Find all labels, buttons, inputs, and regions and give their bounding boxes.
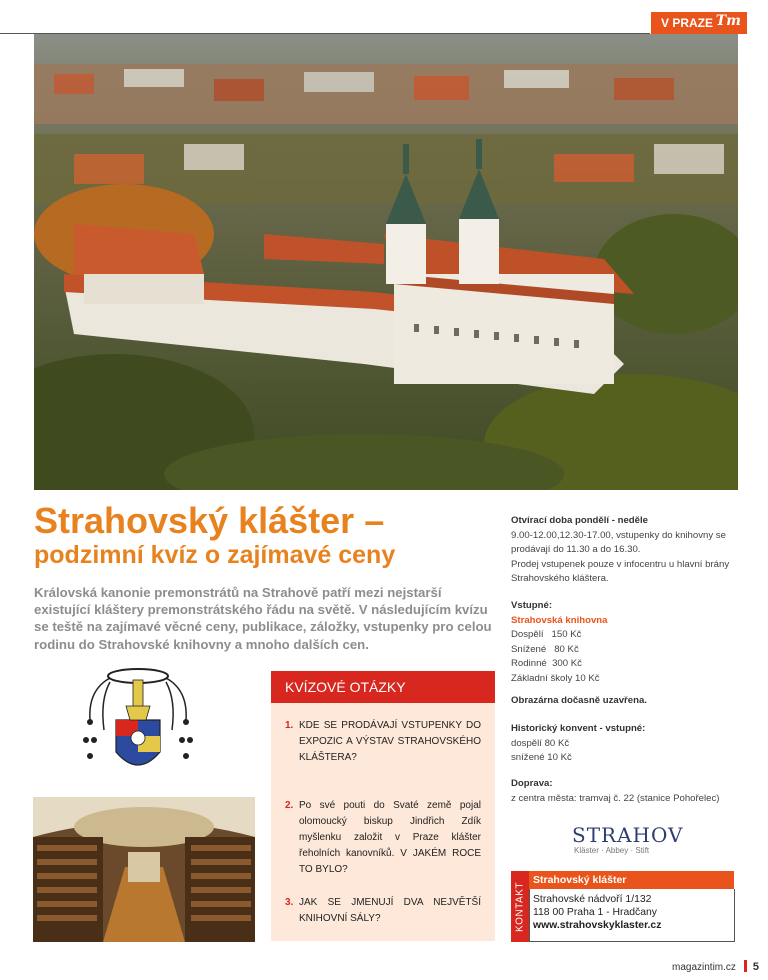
abbot-coat-of-arms — [80, 660, 196, 790]
strahov-logo-sub: Kläster · Abbey · Stift — [574, 846, 650, 855]
contact-side-label — [511, 871, 529, 942]
library-label: Strahovská knihovna — [511, 614, 608, 626]
price-value: 150 Kč — [551, 629, 582, 641]
price-label: Dospělí — [511, 629, 544, 641]
page-footer — [672, 960, 759, 973]
price-label: Snížené — [511, 643, 547, 655]
quiz-question-3 — [285, 895, 481, 927]
question-text: KDE SE PRODÁVAJÍ VSTUPENKY DO EXPOZIC A VÝSTAV STRAHOVSKÉHO KLÁŠTERA? — [299, 720, 481, 763]
strahov-logo — [572, 823, 682, 855]
price-label: Rodinné — [511, 658, 547, 670]
convent-line: snížené 10 Kč — [511, 752, 572, 764]
convent-title: Historický konvent - vstupné: — [511, 723, 646, 734]
transport-info — [511, 777, 751, 806]
contact-side-text: KONTAKT — [514, 881, 526, 932]
strahov-logo-word: STRAHOV — [572, 823, 684, 847]
hours-line: Prodej vstupenek pouze v infocentru u hlavní brány — [511, 558, 730, 570]
convent-admission — [511, 722, 751, 766]
question-number: 1. — [285, 720, 294, 731]
price-value: 10 Kč — [575, 672, 600, 684]
admission-prices — [511, 599, 751, 687]
opening-hours — [511, 514, 751, 587]
quiz-questions-box — [271, 703, 495, 941]
footer-divider — [744, 960, 747, 972]
coat-of-arms-icon — [80, 660, 196, 790]
transport-title: Doprava: — [511, 778, 553, 789]
contact-website-link[interactable]: www.strahovskyklaster.cz — [533, 920, 662, 931]
quiz-question-1 — [285, 718, 481, 766]
question-text: JAK SE JMENUJÍ DVA NEJVĚTŠÍ KNIHOVNÍ SÁLY? — [299, 897, 481, 924]
contact-box — [529, 889, 735, 942]
section-label: V PRAZE — [661, 16, 714, 30]
hours-title: Otvírací doba pondělí - neděle — [511, 515, 649, 526]
contact-address-street: Strahovské nádvoří 1/132 — [533, 894, 652, 905]
article-lead: Královská kanonie premonstrátů na Strahově patří mezi nejstarší existující kláštery premonstrátského řádu na světě. V následujícím kvízu se teště na zajímavé věcné ceny, publikace, záložky, vstupenky pro celou rodinu do Strahovské knihovny a mnoho dalších cen. — [34, 585, 492, 652]
hours-line: 9.00-12.00,12.30-17.00, vstupenky do knihovny se — [511, 529, 726, 541]
question-text: Po své pouti do Svaté země pojal olomoucký biskup Jindřich Zdík myšlenku založit v Praze klášter řeholních kanovníků. V JAKÉM ROCE TO BYLO? — [299, 800, 481, 875]
strahov-monastery-photo — [34, 34, 738, 490]
quiz-heading: KVÍZOVÉ OTÁZKY — [271, 671, 495, 703]
page-number: 5 — [752, 961, 760, 973]
question-number: 2. — [285, 800, 294, 811]
article-title: Strahovský klášter – — [34, 500, 385, 541]
gallery-note — [511, 694, 751, 709]
question-number: 3. — [285, 897, 294, 908]
library-hall-photo — [33, 797, 255, 942]
article-subtitle: podzimní kvíz o zajímavé ceny — [34, 541, 396, 569]
price-value: 300 Kč — [552, 658, 582, 670]
price-label: Základní školy — [511, 672, 573, 684]
section-badge — [651, 12, 747, 34]
hours-line: prodávají do 11.30 a do 16.30. — [511, 544, 641, 556]
hours-line: Strahovského kláštera. — [511, 573, 609, 585]
quiz-question-2 — [285, 798, 481, 878]
contact-heading: Strahovský klášter — [529, 871, 734, 889]
photo-illustration — [34, 34, 738, 490]
contact-address-city: 118 00 Praha 1 - Hradčany — [533, 907, 657, 918]
library-illustration — [33, 797, 255, 942]
magazine-logo: Tm — [715, 13, 741, 29]
footer-site: magazintim.cz — [672, 962, 736, 973]
gallery-closed-text: Obrazárna dočasně uzavřena. — [511, 695, 647, 706]
transport-line: z centra města: tramvaj č. 22 (stanice Pohořelec) — [511, 792, 720, 804]
convent-line: dospělí 80 Kč — [511, 737, 570, 749]
admission-title: Vstupné: — [511, 600, 553, 611]
price-value: 80 Kč — [554, 643, 579, 655]
